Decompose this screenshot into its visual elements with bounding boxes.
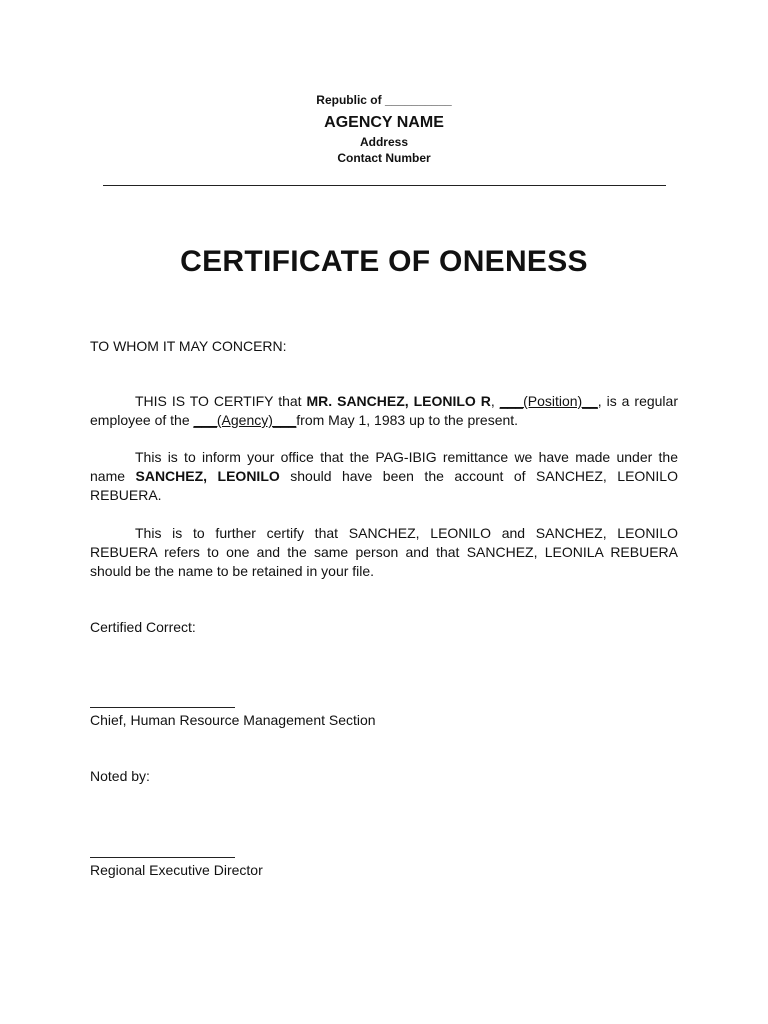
- salutation: TO WHOM IT MAY CONCERN:: [90, 338, 287, 354]
- agency-address: Address: [359, 135, 409, 149]
- noted-by-label: Noted by:: [90, 768, 150, 784]
- letterhead-divider: [103, 185, 666, 186]
- paragraph-certify-employment: [90, 392, 678, 430]
- p1-comma: ,: [490, 393, 500, 409]
- certified-correct-label: Certified Correct:: [90, 619, 196, 635]
- paragraph-pagibig-remittance: [90, 448, 678, 505]
- signature-line-hr-chief: [90, 707, 235, 708]
- agency-name: AGENCY NAME: [324, 114, 444, 131]
- p1-post: from May 1, 1983 up to the present.: [296, 412, 519, 428]
- remittance-name: SANCHEZ, LEONILO: [135, 468, 280, 484]
- paragraph-oneness: This is to further certify that SANCHEZ, LEONILO and SANCHEZ, LEONILO REBUERA refers to one and the same person and that SANCHEZ, LEONILA REBUERA should be the name to be retained in your file.: [90, 525, 678, 579]
- agency-field: ___(Agency)___: [193, 412, 297, 428]
- p2-post: should have been the account of SANCHEZ, LEONILO REBUERA.: [90, 468, 678, 503]
- position-field: ___(Position)__: [499, 393, 598, 409]
- p1-middle: , is a regular employee of the: [90, 393, 678, 428]
- republic-of-line: Republic of __________: [316, 93, 452, 107]
- certificate-title: CERTIFICATE OF ONENESS: [180, 245, 588, 278]
- signatory-regional-director-role: Regional Executive Director: [90, 862, 263, 878]
- letterhead: [0, 92, 768, 166]
- employee-name: MR. SANCHEZ, LEONILO R: [306, 393, 491, 409]
- signatory-hr-chief-role: Chief, Human Resource Management Section: [90, 712, 376, 728]
- agency-contact-number: Contact Number: [337, 151, 431, 165]
- p1-pre: THIS IS TO CERTIFY that: [135, 393, 307, 409]
- p2-pre: This is to inform your office that the PAG-IBIG remittance we have made under the name: [90, 449, 678, 484]
- signature-line-regional-director: [90, 857, 235, 858]
